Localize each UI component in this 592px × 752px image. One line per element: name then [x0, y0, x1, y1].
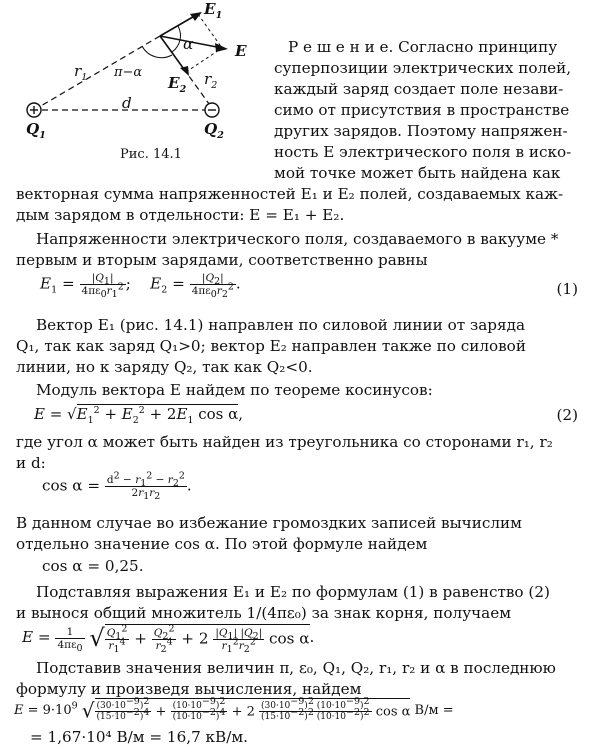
text-vector-2: Q₁, так как заряд Q₁>0; вектор E₂ направлен также по силовой	[16, 337, 526, 355]
label-r2: $r_2$	[204, 70, 218, 92]
text-each-charge: дым зарядом в отдельности: E = E₁ + E₂.	[16, 206, 345, 224]
label-alpha: α	[183, 35, 194, 53]
text-vector-sum: векторная сумма напряженностей E₁ и E₂ полей, создаваемых каж-	[16, 185, 564, 203]
text-final-2: формулу и произведя вычисления, найдем	[16, 680, 362, 698]
result-line: = 1,67·10⁴ В/м = 16,7 кВ/м.	[30, 728, 248, 746]
text-separate-2: отдельно значение cos α. По этой формуле найдем	[16, 535, 428, 553]
text-angle-2: и d:	[16, 454, 46, 472]
label-q1: $Q_1$	[26, 120, 46, 142]
equation-combined: E = $\frac{1}{4\pi\varepsilon_0}$ √ $\frac{Q_1^2}{r_1^4}$ + $\frac{Q_2^2}{r_2^4}$ + 2 $\frac{|Q_1| |Q_2|}{r_1^2r_2^2}$ cos α.	[22, 623, 315, 656]
solution-line-3: каждый заряд создает поле незави-	[274, 80, 564, 98]
text-vector-3: линии, но к заряду Q₂, так как Q₂<0.	[16, 358, 313, 376]
equation-cos-alpha: cos α = $\frac{d^2 - r_1^2 - r_2^2}{2r_1r_2}$ .	[42, 470, 192, 503]
equation-2: $E = √E_1^2 + E_2^2 + 2E_1$ cos α,	[34, 405, 244, 426]
text-subst-2: и вынося общий множитель 1/(4πε₀) за знак корня, получаем	[16, 604, 512, 622]
label-q2: $Q_2$	[204, 120, 224, 142]
text-subst-1: Подставляя выражения E₁ и E₂ по формулам (1) в равенство (2)	[36, 583, 550, 601]
solution-line-7: мой точке может быть найдена как	[274, 164, 561, 182]
solution-line-1: Р е ш е н и е. Согласно принципу	[288, 38, 558, 56]
label-e: E	[235, 42, 247, 60]
solution-line-6: ность E электрического поля в иско-	[274, 143, 572, 161]
equation-2-number: (2)	[556, 406, 578, 424]
label-e2: $E_2$	[168, 74, 187, 96]
pi-minus-alpha-arc	[142, 46, 172, 58]
label-r1: $r_1$	[74, 62, 88, 84]
equation-numeric: $E = 9\cdot 10^9$ √ $\frac{(30\cdot 10^{-9})^2}{(15\cdot 10^{-2})^4}$ + $\frac{(10\cdot 10^{-9})^2}{(10\cdot 10^{-2})^4}$ + 2 $\frac{(30\cdot 10^{-9})^2 (10\cdot 10^{-9})^2}{(15\cdot 10^{-2})^2 (10\cdot 10^{-2})^2}$ cos α В/м =	[14, 696, 454, 723]
solution-line-4: симо от присутствия в пространстве	[274, 101, 570, 119]
label-pi-minus-alpha: π−α	[114, 65, 143, 80]
text-cosine: Модуль вектора E найдем по теореме косинусов:	[36, 381, 433, 399]
text-angle-1: где угол α может быть найден из треугольника со сторонами r₁, r₂	[16, 433, 553, 451]
figure-14-1	[0, 0, 270, 170]
e1-vector	[160, 14, 198, 36]
text-separate-1: В данном случае во избежание громоздких записей вычислим	[16, 514, 522, 532]
text-vector-1: Вектор E₁ (рис. 14.1) направлен по силовой линии от заряда	[36, 316, 525, 334]
equation-1: $E_1$ = $\frac{|Q_1|}{4\pi\varepsilon_0r_1^2}$ ; $E_2$ = $\frac{|Q_2|}{4\pi\varepsilon_0r_2^2}$ .	[40, 272, 241, 301]
label-d: d	[122, 94, 132, 112]
text-final-1: Подставив значения величин π, ε₀, Q₁, Q₂, r₁, r₂ и α в последнюю	[36, 659, 556, 677]
solution-line-5: других зарядов. Поэтому напряжен-	[274, 122, 568, 140]
label-e1: $E_1$	[204, 0, 223, 22]
equation-1-number: (1)	[556, 280, 578, 298]
text-vacuum-2: первым и вторым зарядами, соответственно равны	[16, 251, 428, 269]
text-vacuum-1: Напряженности электрического поля, создаваемого в вакууме *	[36, 230, 559, 248]
figure-caption: Рис. 14.1	[120, 147, 182, 162]
solution-line-2: суперпозиции электрических полей,	[274, 59, 572, 77]
cos-value: cos α = 0,25.	[42, 557, 144, 575]
